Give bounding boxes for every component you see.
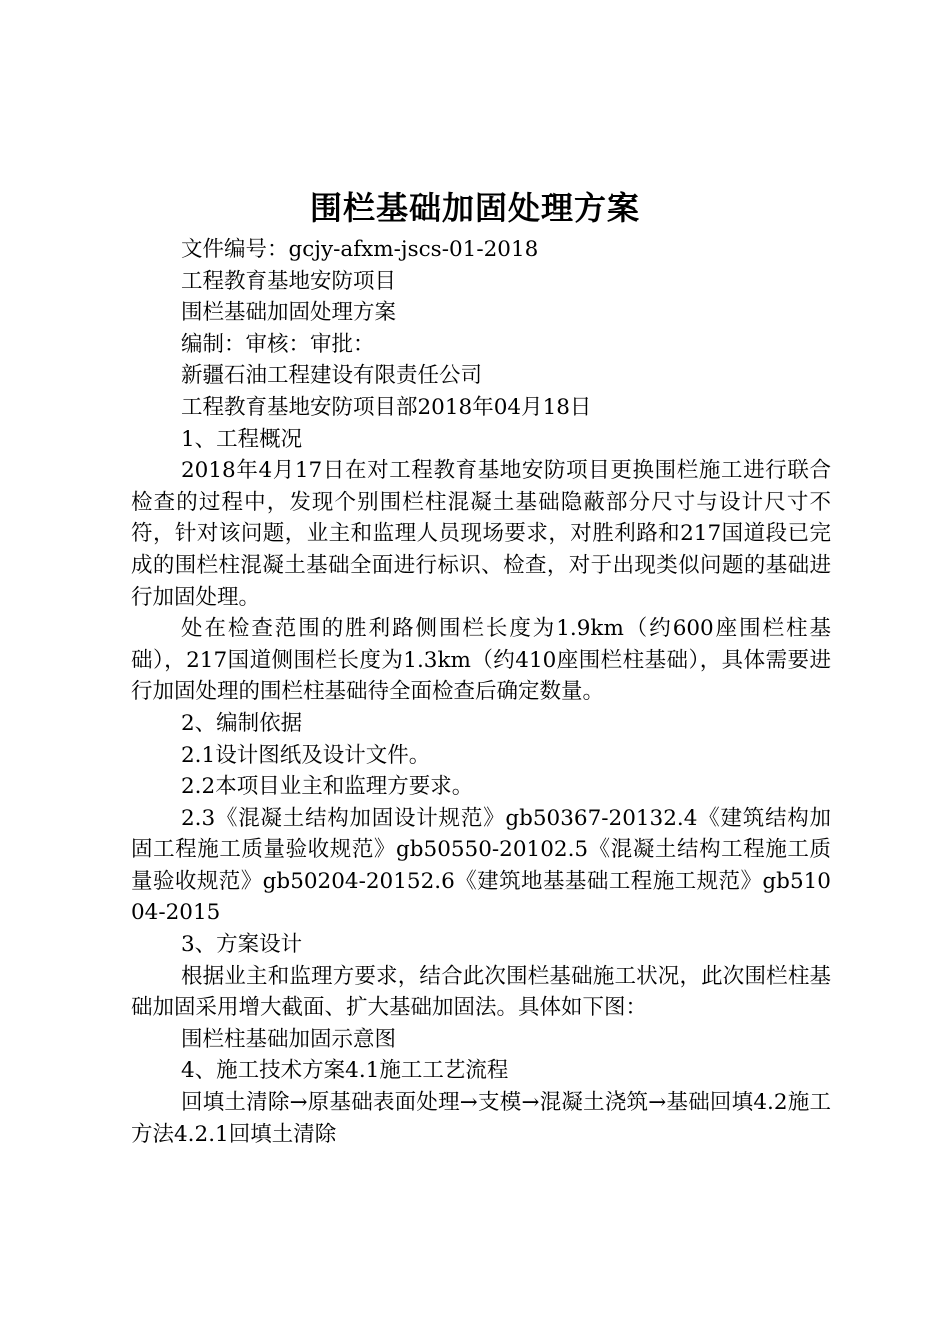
paragraph: 2.1设计图纸及设计文件。 bbox=[181, 742, 431, 768]
figure-caption: 围栏柱基础加固示意图 bbox=[181, 1026, 397, 1052]
section-heading: 2、编制依据 bbox=[181, 710, 303, 736]
paragraph: 2.2本项目业主和监理方要求。 bbox=[181, 774, 474, 800]
section-heading: 1、工程概况 bbox=[181, 426, 303, 452]
paragraph: 根据业主和监理方要求，结合此次围栏基础施工状况，此次围栏柱基础加固采用增大截面、扩大基础加固法。具体如下图： bbox=[131, 963, 831, 1021]
paragraph: 回填土清除→原基础表面处理→支模→混凝土浇筑→基础回填4.2施工方法4.2.1回填土清除 bbox=[131, 1090, 831, 1147]
paragraph: 2.3《混凝土结构加固设计规范》gb50367-20132.4《建筑结构加固工程施工质量验收规范》gb50550-20102.5《混凝土结构工程施工质量验收规范》gb50204-20152.6《建筑地基基础工程施工规范》gb51004-2015 bbox=[131, 805, 831, 926]
department-date: 工程教育基地安防项目部2018年04月18日 bbox=[181, 394, 592, 420]
paragraph: 处在检查范围的胜利路侧围栏长度为1.9km（约600座围栏柱基础），217国道侧围栏长度为1.3km（约410座围栏柱基础），具体需要进行加固处理的围栏柱基础待全面检查后确定数量。 bbox=[131, 616, 831, 705]
paragraph: 2018年4月17日在对工程教育基地安防项目更换围栏施工进行联合检查的过程中，发现个别围栏柱混凝土基础隐蔽部分尺寸与设计尺寸不符，针对该问题，业主和监理人员现场要求，对胜利路和217国道段已完成的围栏柱混凝土基础全面进行标识、检查，对于出现类似问题的基础进行加固处理。 bbox=[131, 458, 831, 610]
section-heading: 3、方案设计 bbox=[181, 932, 303, 958]
document-title: 围栏基础加固处理方案 bbox=[309, 189, 640, 227]
file-number: 文件编号：gcjy-afxm-jscs-01-2018 bbox=[181, 237, 539, 262]
project-name: 工程教育基地安防项目 bbox=[181, 268, 397, 294]
document-body bbox=[131, 234, 831, 1150]
section-heading: 4、施工技术方案4.1施工工艺流程 bbox=[181, 1058, 509, 1084]
plan-name: 围栏基础加固处理方案 bbox=[181, 300, 397, 326]
signoff-line: 编制：审核：审批： bbox=[181, 331, 375, 357]
company-name: 新疆石油工程建设有限责任公司 bbox=[181, 363, 483, 389]
